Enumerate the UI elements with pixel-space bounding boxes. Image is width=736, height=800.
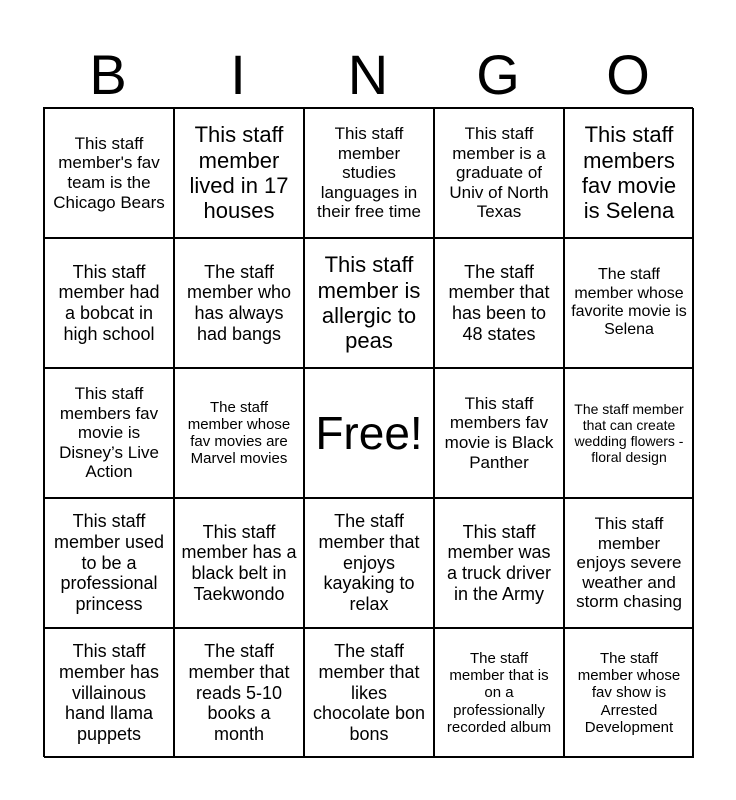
bingo-grid	[43, 107, 693, 757]
header-letter-n: N	[347, 43, 389, 106]
bingo-cell[interactable]: The staff member whose fav show is Arrested Development	[564, 628, 694, 758]
bingo-cell[interactable]: The staff member whose fav movies are Marvel movies	[174, 368, 304, 498]
header-letter-b: B	[89, 43, 127, 106]
bingo-cell[interactable]: This staff member had a bobcat in high school	[44, 238, 174, 368]
bingo-cell[interactable]: This staff member has a black belt in Taekwondo	[174, 498, 304, 628]
bingo-cell[interactable]: This staff members fav movie is Selena	[564, 108, 694, 238]
bingo-cell[interactable]: This staff member lived in 17 houses	[174, 108, 304, 238]
free-space[interactable]: Free!	[304, 368, 434, 498]
bingo-cell[interactable]: The staff member that is on a professionally recorded album	[434, 628, 564, 758]
bingo-cell[interactable]: This staff member has villainous hand llama puppets	[44, 628, 174, 758]
bingo-cell[interactable]: This staff member is a graduate of Univ of North Texas	[434, 108, 564, 238]
header-letter-i: I	[230, 43, 246, 106]
bingo-cell[interactable]: This staff member studies languages in their free time	[304, 108, 434, 238]
bingo-cell[interactable]: This staff member's fav team is the Chicago Bears	[44, 108, 174, 238]
header-letter-o: O	[606, 43, 650, 106]
bingo-cell[interactable]: This staff members fav movie is Disney’s Live Action	[44, 368, 174, 498]
bingo-cell[interactable]: The staff member whose favorite movie is Selena	[564, 238, 694, 368]
bingo-cell[interactable]: This staff member was a truck driver in the Army	[434, 498, 564, 628]
bingo-cell[interactable]: This staff member is allergic to peas	[304, 238, 434, 368]
bingo-cell[interactable]: This staff members fav movie is Black Panther	[434, 368, 564, 498]
bingo-cell[interactable]: This staff member enjoys severe weather and storm chasing	[564, 498, 694, 628]
bingo-cell[interactable]: The staff member who has always had bangs	[174, 238, 304, 368]
bingo-cell[interactable]: The staff member that enjoys kayaking to relax	[304, 498, 434, 628]
bingo-cell[interactable]: The staff member that has been to 48 states	[434, 238, 564, 368]
header-letter-g: G	[476, 43, 520, 106]
bingo-cell[interactable]: The staff member that can create wedding flowers - floral design	[564, 368, 694, 498]
bingo-header	[43, 42, 693, 108]
bingo-cell[interactable]: The staff member that reads 5-10 books a month	[174, 628, 304, 758]
bingo-cell[interactable]: This staff member used to be a professional princess	[44, 498, 174, 628]
bingo-cell[interactable]: The staff member that likes chocolate bon bons	[304, 628, 434, 758]
